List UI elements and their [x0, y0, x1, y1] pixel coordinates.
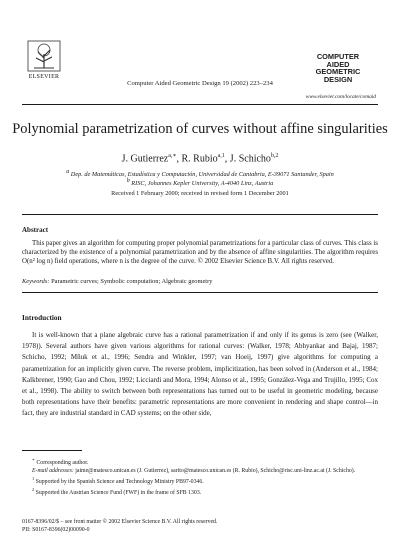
footnote-2: [22, 486, 378, 497]
author-marks: a,∗: [168, 153, 177, 159]
author-name: J. Schicho: [229, 153, 271, 165]
publisher-name: ELSEVIER: [28, 74, 60, 80]
footnote-mark: ∗: [32, 457, 35, 462]
keywords: [22, 278, 212, 285]
footnote-mark: 1: [32, 475, 35, 481]
affiliation-mark: b: [126, 178, 130, 184]
copyright-block: [22, 518, 217, 534]
abstract-body: This paper gives an algorithm for computing proper polynomial parametrizations for a particular class of curves. This class is characterized by the existence of a polynomial parametrization and by the absence of affine singularities. The algorithm requires O(n² log n) field operations, where n is the degree of the curve. © 2002 Elsevier Science B.V. All rights reserved.: [22, 240, 378, 265]
journal-name-line: AIDED: [326, 59, 350, 69]
journal-name-line: GEOMETRIC: [315, 67, 361, 77]
affiliation-mark: a: [66, 169, 70, 175]
email-addresses: jaime@matesco.unican.es (J. Gutierrez), sarito@matesco.unican.es (R. Rubio), Schicho@risc.uni-linz.ac.at (J. Schicho).: [75, 467, 356, 474]
abstract-heading: Abstract: [22, 226, 49, 234]
journal-name-line: DESIGN: [323, 74, 353, 84]
keywords-text: Parametric curves; Symbolic computation; Algebraic geometry: [51, 278, 213, 285]
author-name: J. Gutierrez: [121, 153, 169, 165]
author-name: R. Rubio: [181, 153, 218, 165]
author-marks: b,2: [270, 153, 279, 159]
affiliation-text: Dep. de Matemáticas, Estadística y Computación, Universidad de Cantabria, E-39071 Santander, Spain: [70, 171, 334, 179]
footnotes: [22, 456, 378, 497]
affiliation: [0, 178, 400, 187]
received-dates: Received 1 February 2000; received in revised form 1 December 2001: [111, 190, 289, 197]
footnote-text: Supported by the Spanish Science and Technology Ministry PB97-0346.: [35, 478, 204, 485]
affiliation: [0, 169, 400, 178]
affiliation-text: RISC, Johannes Kepler University, A-4040 Linz, Austria: [131, 180, 274, 188]
journal-url[interactable]: www.elsevier.com/locate/comaid: [305, 94, 376, 100]
footnote-text: Supported the Austrian Science Fund (FWF) in the frame of SFB 1303.: [35, 489, 202, 496]
footnote-mark: 2: [32, 486, 35, 492]
journal-citation: Computer Aided Geometric Design 19 (2002) 223–234: [127, 80, 273, 87]
footnote-emails: [22, 467, 378, 475]
elsevier-tree-icon: [27, 40, 61, 72]
publisher-logo: [22, 40, 66, 80]
header-rule: [22, 104, 378, 105]
footnote-rule: [22, 450, 82, 451]
abstract-bottom-rule: [22, 292, 378, 293]
footnote-corresponding: [22, 456, 378, 467]
pii-line: PII: S0167-8396(02)00090-0: [22, 527, 90, 533]
journal-name-line: COMPUTER: [316, 52, 360, 61]
section-heading: Introduction: [22, 313, 62, 322]
journal-name: [300, 53, 376, 83]
section-body: It is well-known that a plane algebraic curve has a rational parametrization if and only if its genus is zero (see (Walker, 1978)). Several authors have given various algorithms for rational curves: (Walker, 1978; Abhyankar and Bajaj, 1987; Schicho, 1992; Mňuk et al., 1996; Sendra and Winkler, 1997; van Hoeij, 1997) give algorithms for computing a parametrization for an implicitly given curve. The reverse problem, implicitization, has been solved in (Anderson et al., 1984; Kalkbrener, 1990; Gao and Chou, 1992; Licciardi and Mora, 1994; Alonso et al., 1995; González-Vega and Trujillo, 1995; Cox et al., 1998). The ability to switch between both representations has turned out to be useful in geometric modeling, because both representations have their benefits: parametric representations are more convenient in rendering and shape control—in fact, they are industrial standard in CAD systems; on the other side,: [22, 331, 378, 418]
keywords-label: Keywords:: [22, 278, 50, 285]
issn-line: 0167-8396/02/$ – see front matter © 2002 Elsevier Science B.V. All rights reserved.: [22, 519, 218, 525]
abstract-top-rule: [22, 214, 378, 215]
author-list: J. Gutierrez$^{a,∗}$, R. Rubio$^{a,1}$, J. Schicho$^{b,2}$: [121, 153, 279, 165]
email-label: E-mail addresses:: [32, 467, 74, 474]
footnote-1: [22, 475, 378, 486]
footnote-text: Corresponding author.: [36, 459, 89, 466]
article-title: Polynomial parametrization of curves without affine singularities: [12, 121, 388, 137]
author-marks: a,1: [217, 153, 225, 159]
